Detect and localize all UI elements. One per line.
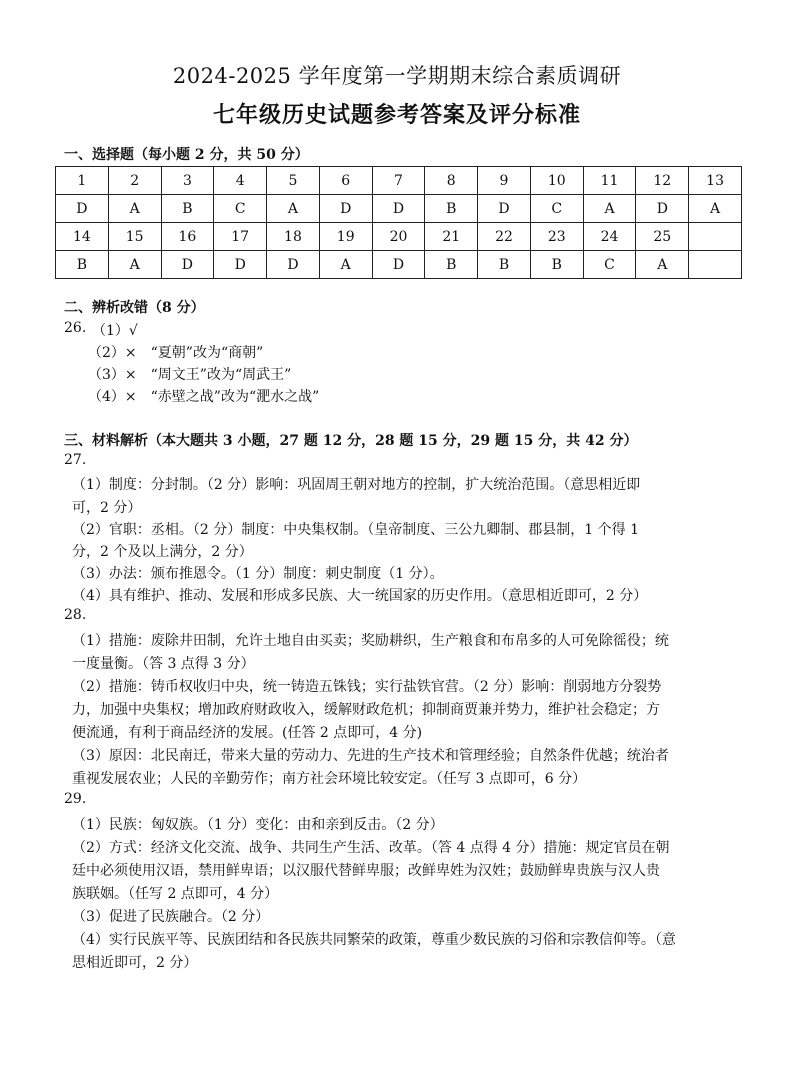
question-number: 27.	[64, 452, 87, 468]
table-cell	[689, 251, 742, 279]
answer-line: （4）具有维护、推动、发展和形成多民族、大一统国家的历史作用。（意思相近即可，2 分）	[72, 588, 648, 604]
table-cell: 14	[56, 223, 109, 251]
table-cell: 9	[478, 167, 531, 195]
answer-line: 分，2 个及以上满分，2 分）	[72, 544, 253, 560]
table-cell: D	[478, 195, 531, 223]
correction-item: （2）× “夏朝”改为“商朝”	[88, 345, 264, 361]
table-cell: D	[372, 195, 425, 223]
answer-line: 思相近即可，2 分）	[72, 955, 198, 971]
section-choice-heading: 一、选择题（每小题 2 分，共 50 分）	[64, 147, 309, 163]
table-cell: 19	[319, 223, 372, 251]
section-analysis-heading: 三、材料解析（本大题共 3 小题，27 题 12 分，28 题 15 分，29 题 15 分，共 42 分）	[64, 433, 638, 449]
table-cell: C	[583, 251, 636, 279]
answer-line: （2）方式：经济文化交流、战争、共同生产生活、改革。（答 4 点得 4 分）措施：规定官员在朝	[72, 840, 670, 856]
table-row	[56, 223, 742, 251]
table-cell: 8	[425, 167, 478, 195]
table-cell	[689, 223, 742, 251]
table-cell: D	[319, 195, 372, 223]
table-cell: 16	[161, 223, 214, 251]
table-cell: A	[583, 195, 636, 223]
table-cell: D	[372, 251, 425, 279]
table-cell: A	[267, 195, 320, 223]
table-cell: 25	[636, 223, 689, 251]
table-cell: 4	[214, 167, 267, 195]
table-cell: C	[530, 195, 583, 223]
table-cell: D	[267, 251, 320, 279]
correction-item: （4）× “赤壁之战”改为“淝水之战”	[88, 389, 320, 405]
table-cell: B	[161, 195, 214, 223]
table-cell: 1	[56, 167, 109, 195]
table-cell: A	[636, 251, 689, 279]
exam-title: 2024-2025 学年度第一学期期末综合素质调研	[172, 64, 622, 88]
table-cell: C	[214, 195, 267, 223]
answer-line: （3）促进了民族融合。（2 分）	[72, 909, 270, 925]
answer-line: （1）民族：匈奴族。（1 分）变化：由和亲到反击。（2 分）	[72, 817, 444, 833]
answer-line: （3）原因：北民南迁，带来大量的劳动力、先进的生产技术和管理经验；自然条件优越；统治者	[72, 748, 669, 764]
question-26-number: 26.	[64, 320, 87, 336]
table-cell: B	[56, 251, 109, 279]
table-cell: 6	[319, 167, 372, 195]
table-cell: A	[689, 195, 742, 223]
table-cell: 7	[372, 167, 425, 195]
table-cell: 2	[108, 167, 161, 195]
table-cell: 11	[583, 167, 636, 195]
table-cell: B	[425, 195, 478, 223]
table-cell: 17	[214, 223, 267, 251]
answer-line: （2）措施：铸币权收归中央，统一铸造五铢钱；实行盐铁官营。（2 分）影响：削弱地方分裂势	[72, 679, 662, 695]
table-row	[56, 251, 742, 279]
answer-line: （2）官职：丞相。（2 分）制度：中央集权制。（皇帝制度、三公九卿制、郡县制，1 个得 1	[72, 522, 639, 538]
table-cell: B	[530, 251, 583, 279]
question-number: 29.	[64, 791, 87, 807]
answer-line: 重视发展农业；人民的辛勤劳作；南方社会环境比较安定。（任写 3 点即可，6 分）	[72, 771, 587, 787]
table-cell: D	[636, 195, 689, 223]
table-row	[56, 195, 742, 223]
table-cell: 24	[583, 223, 636, 251]
table-cell: 5	[267, 167, 320, 195]
answer-line: （1）制度：分封制。（2 分）影响：巩固周王朝对地方的控制，扩大统治范围。（意思相近即	[72, 477, 641, 493]
table-cell: 15	[108, 223, 161, 251]
table-cell: D	[56, 195, 109, 223]
answer-line: （3）办法：颁布推恩令。（1 分）制度：刺史制度（1 分）。	[72, 566, 444, 582]
choice-answer-table	[55, 166, 742, 279]
table-cell: 3	[161, 167, 214, 195]
table-cell: A	[319, 251, 372, 279]
question-number: 28.	[64, 607, 87, 623]
answer-line: 可，2 分）	[72, 500, 142, 516]
table-cell: D	[161, 251, 214, 279]
table-cell: 20	[372, 223, 425, 251]
answer-line: 族联姻。（任写 2 点即可，4 分）	[72, 886, 279, 902]
table-cell: B	[478, 251, 531, 279]
table-cell: 12	[636, 167, 689, 195]
answer-key-title: 七年级历史试题参考答案及评分标准	[212, 102, 581, 128]
table-cell: 18	[267, 223, 320, 251]
table-cell: 10	[530, 167, 583, 195]
table-cell: 23	[530, 223, 583, 251]
answer-line: 廷中必须使用汉语，禁用鲜卑语；以汉服代替鲜卑服；改鲜卑姓为汉姓；鼓励鲜卑贵族与汉人贵	[72, 863, 660, 879]
answer-line: （4）实行民族平等、民族团结和各民族共同繁荣的政策，尊重少数民族的习俗和宗教信仰等。（意	[72, 932, 676, 948]
correction-item: （1）√	[92, 323, 138, 339]
correction-item: （3）× “周文王”改为“周武王”	[88, 367, 292, 383]
answer-line: 力，加强中央集权；增加政府财政收入，缓解财政危机；抑制商贾兼并势力，维护社会稳定；方	[72, 702, 660, 718]
table-row	[56, 167, 742, 195]
section-correction-heading: 二、辨析改错（8 分）	[64, 300, 205, 316]
table-cell: D	[214, 251, 267, 279]
table-cell: 13	[689, 167, 742, 195]
table-cell: A	[108, 251, 161, 279]
table-cell: B	[425, 251, 478, 279]
answer-line: （1）措施：废除井田制，允许土地自由买卖；奖励耕织，生产粮食和布帛多的人可免除徭役；统	[72, 633, 669, 649]
answer-line: 便流通，有利于商品经济的发展。(任答 2 点即可，4 分)	[72, 725, 423, 741]
answer-line: 一度量衡。（答 3 点得 3 分）	[72, 656, 255, 672]
table-cell: 22	[478, 223, 531, 251]
table-cell: A	[108, 195, 161, 223]
table-cell: 21	[425, 223, 478, 251]
